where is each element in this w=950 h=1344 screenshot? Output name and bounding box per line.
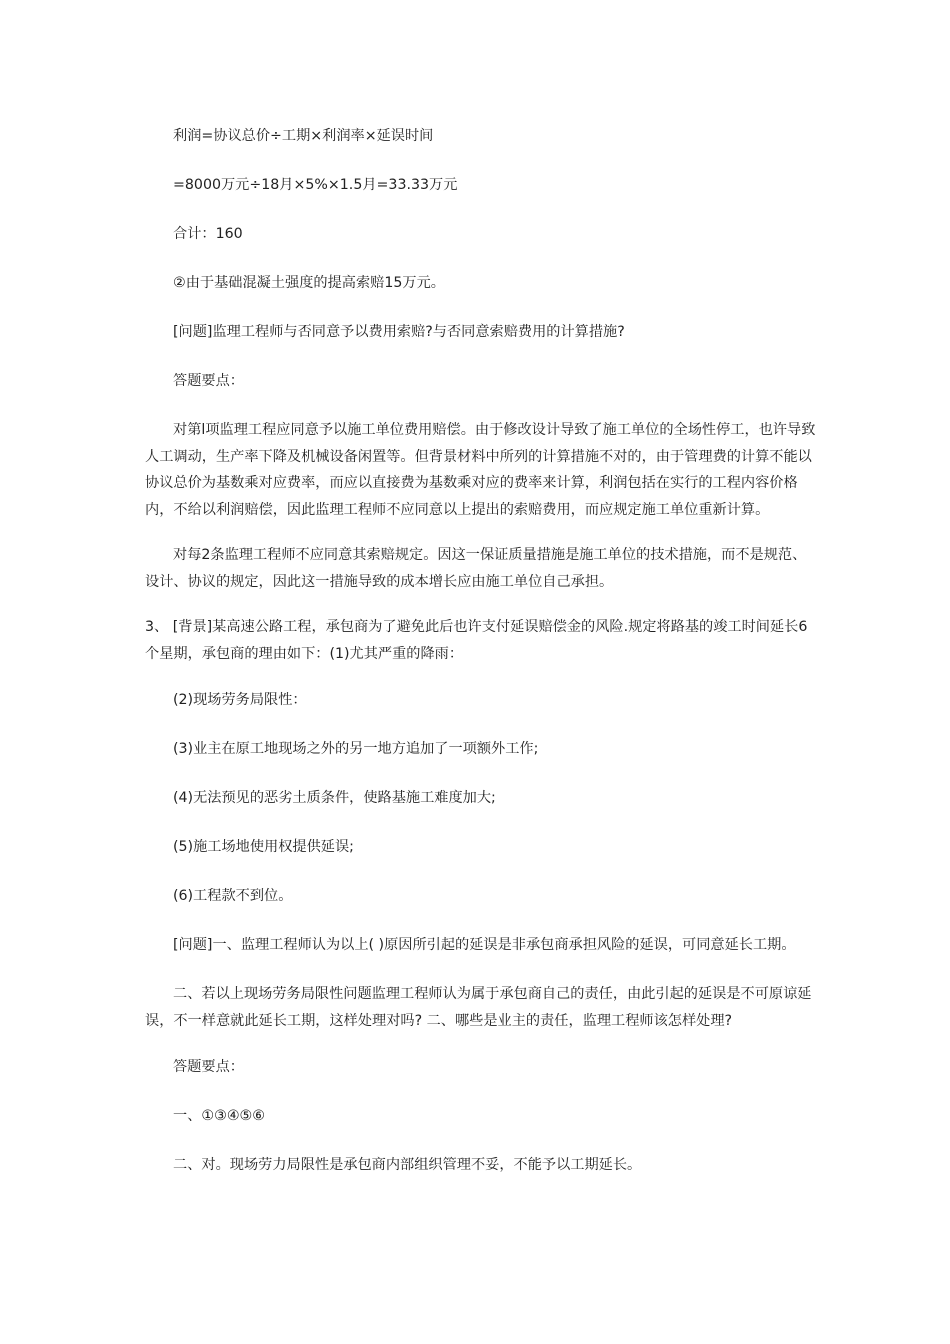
- profit-calculation-line: =8000万元÷18月×5%×1.5月=33.33万元: [173, 177, 458, 193]
- question-1: [问题]监理工程师与否同意予以费用索赔?与否同意索赔费用的计算措施?: [173, 324, 625, 340]
- background-section-3: 3、 [背景]某高速公路工程，承包商为了避免此后也许支付延误赔偿金的风险.规定将路基的竣工时间延长6个星期，承包商的理由如下：(1)尤其严重的降雨：: [145, 619, 808, 662]
- answer-heading-2: 答题要点：: [173, 1059, 244, 1075]
- reason-3: (3)业主在原工地现场之外的另一地方追加了一项额外工作;: [173, 741, 539, 757]
- reason-2: (2)现场劳务局限性：: [173, 692, 307, 708]
- profit-formula-line: 利润=协议总价÷工期×利润率×延误时间: [173, 128, 434, 144]
- claim-item-2: ②由于基础混凝土强度的提高索赔15万元。: [173, 275, 445, 291]
- total-line: 合计：160: [173, 226, 243, 242]
- answer-heading-1: 答题要点：: [173, 373, 244, 389]
- reason-6: (6)工程款不到位。: [173, 888, 293, 904]
- answer-paragraph-1: 对第l项监理工程应同意予以施工单位费用赔偿。由于修改设计导致了施工单位的全场性停工，也许导致人工调动，生产率下降及机械设备闲置等。但背景材料中所列的计算措施不对的，由于管理费的计算不能以协议总价为基数乘对应费率，而应以直接费为基数乘对应的费率来计算，利润包括在实行的工程内容价格内，不给以利润赔偿，因此监理工程师不应同意以上提出的索赔费用，而应规定施工单位重新计算。: [145, 422, 816, 518]
- question-2-part-1: [问题]一、监理工程师认为以上( )原因所引起的延误是非承包商承担风险的延误，可同意延长工期。: [173, 937, 796, 953]
- reason-4: (4)无法预见的恶劣土质条件，使路基施工难度加大;: [173, 790, 496, 806]
- question-2-part-2: 二、若以上现场劳务局限性问题监理工程师认为属于承包商自己的责任，由此引起的延误是不可原谅延误，不一样意就此延长工期，这样处理对吗? 二、哪些是业主的责任，监理工程师该怎样处理?: [145, 986, 812, 1029]
- reason-5: (5)施工场地使用权提供延误;: [173, 839, 354, 855]
- answer-paragraph-2: 对每2条监理工程师不应同意其索赔规定。因这一保证质量措施是施工单位的技术措施，而不是规范、设计、协议的规定，因此这一措施导致的成本增长应由施工单位自己承担。: [145, 547, 807, 590]
- answer-item-2: 二、对。现场劳力局限性是承包商内部组织管理不妥，不能予以工期延长。: [173, 1157, 642, 1173]
- answer-item-1: 一、①③④⑤⑥: [173, 1108, 265, 1124]
